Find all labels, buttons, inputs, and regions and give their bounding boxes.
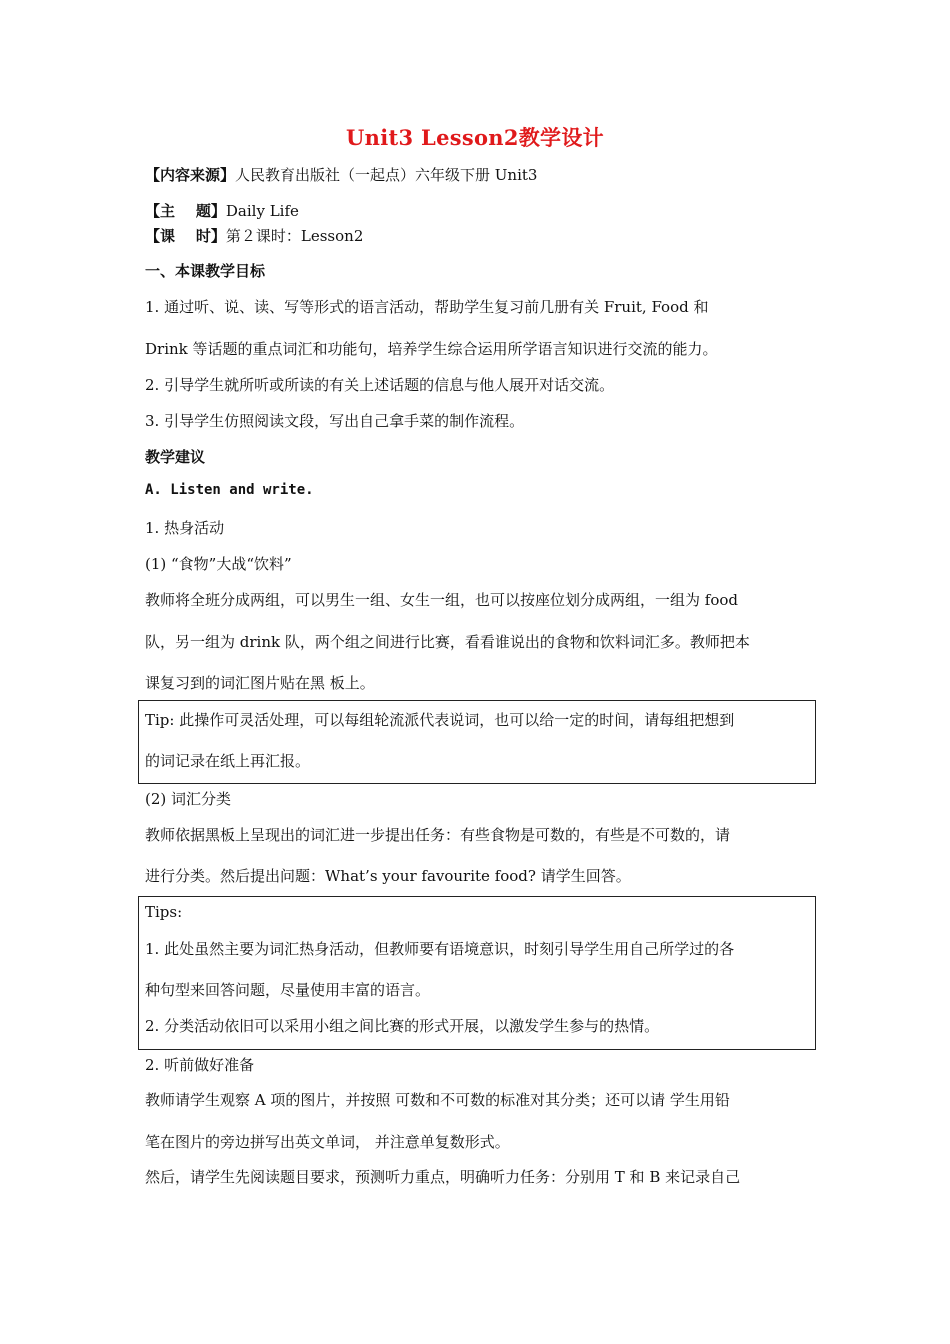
tip-1-line-2: 的词记录在纸上再汇报。 xyxy=(145,752,311,770)
meta-source-label: 【内容来源】 xyxy=(145,166,236,184)
paragraph-4-line-1: 然后，请学生先阅读题目要求，预测听力重点，明确听力任务：分别用 T 和 B 来记录自己 xyxy=(145,1168,741,1186)
section-heading-suggestions: 教学建议 xyxy=(145,448,206,466)
paragraph-1-line-2: 队，另一组为 drink 队，两个组之间进行比赛，看看谁说出的食物和饮料词汇多。教师把本 xyxy=(145,633,750,651)
tips-2-item-2: 2. 分类活动依旧可以采用小组之间比赛的形式开展，以激发学生参与的热情。 xyxy=(145,1017,660,1035)
tips-2-item-1-line-2: 种句型来回答问题，尽量使用丰富的语言。 xyxy=(145,981,431,999)
meta-source xyxy=(145,164,817,185)
tips-2-item-1-line-1: 1. 此处虽然主要为词汇热身活动，但教师要有语境意识，时刻引导学生用自己所学过的各 xyxy=(145,940,735,958)
tip-box-2 xyxy=(138,896,816,1050)
part-a-heading: A. Listen and write. xyxy=(145,482,314,498)
tip-1-line-1: Tip: 此操作可灵活处理，可以每组轮流派代表说词，也可以给一定的时间，请每组把想到 xyxy=(145,711,735,729)
meta-topic xyxy=(145,200,817,221)
tips-2-heading: Tips: xyxy=(145,903,183,921)
sub-activity-2: (2) 词汇分类 xyxy=(145,790,232,808)
step-2-heading: 2. 听前做好准备 xyxy=(145,1056,255,1074)
section-heading-goals: 一、本课教学目标 xyxy=(145,262,266,280)
goal-1-line-1: 1. 通过听、说、读、写等形式的语言活动，帮助学生复习前几册有关 Fruit, Food 和 xyxy=(145,298,709,316)
page-title: Unit3 Lesson2教学设计 xyxy=(346,125,604,150)
paragraph-2-line-2: 进行分类。然后提出问题：What’s your favourite food? 请学生回答。 xyxy=(145,867,631,885)
step-1-heading: 1. 热身活动 xyxy=(145,519,225,537)
paragraph-2-line-1: 教师依据黑板上呈现出的词汇进一步提出任务：有些食物是可数的，有些是不可数的，请 xyxy=(145,826,731,844)
sub-activity-1: (1) “食物”大战“饮料” xyxy=(145,555,292,573)
paragraph-1-line-3: 课复习到的词汇图片贴在黑 板上。 xyxy=(145,674,375,692)
meta-period xyxy=(145,225,817,246)
meta-topic-label: 【主 题】 xyxy=(145,202,226,220)
goal-1-line-2: Drink 等话题的重点词汇和功能句，培养学生综合运用所学语言知识进行交流的能力。 xyxy=(145,340,718,358)
paragraph-3-line-2: 笔在图片的旁边拼写出英文单词， 并注意单复数形式。 xyxy=(145,1133,510,1151)
meta-period-label: 【课 时】 xyxy=(145,227,226,245)
meta-topic-value: Daily Life xyxy=(225,202,299,220)
paragraph-3-line-1: 教师请学生观察 A 项的图片，并按照 可数和不可数的标准对其分类；还可以请 学生用铅 xyxy=(145,1091,730,1109)
paragraph-1-line-1: 教师将全班分成两组，可以男生一组、女生一组，也可以按座位划分成两组，一组为 food xyxy=(145,591,738,609)
meta-source-value: 人民教育出版社（一起点）六年级下册 Unit3 xyxy=(235,166,538,184)
goal-2: 2. 引导学生就所听或所读的有关上述话题的信息与他人展开对话交流。 xyxy=(145,376,615,394)
meta-period-value: 第２课时：Lesson2 xyxy=(225,227,364,245)
goal-3: 3. 引导学生仿照阅读文段，写出自己拿手菜的制作流程。 xyxy=(145,412,525,430)
tip-box-1 xyxy=(138,700,816,784)
